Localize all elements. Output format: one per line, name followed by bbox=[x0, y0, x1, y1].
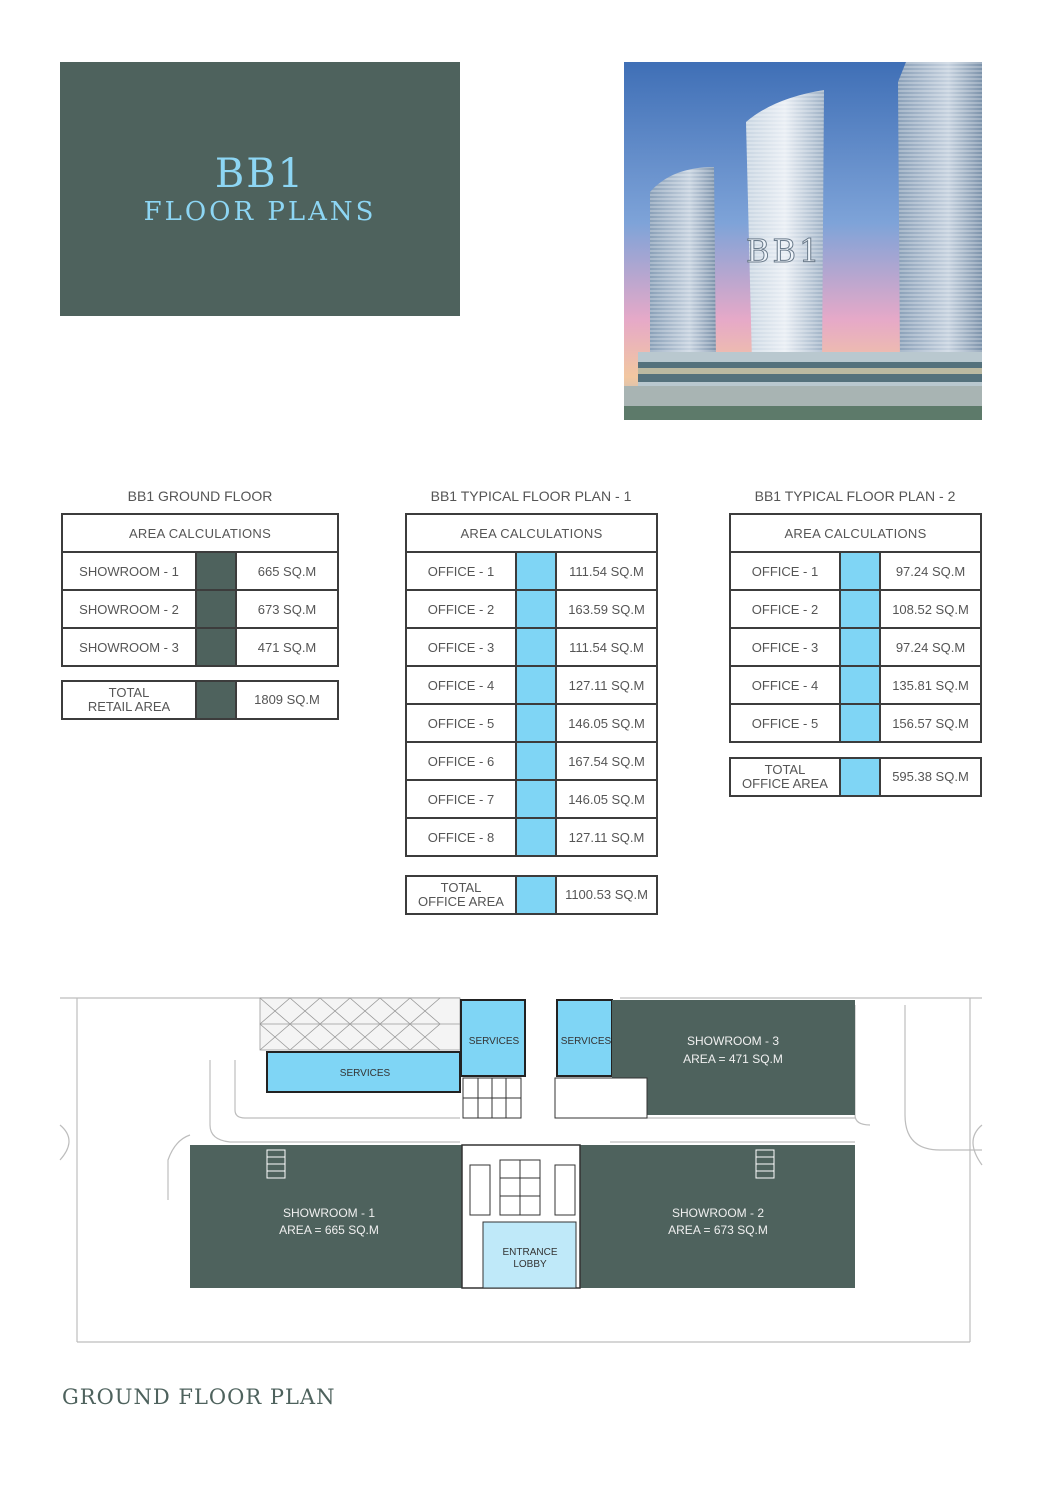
table-row bbox=[62, 628, 338, 666]
row-area: 471 SQ.M bbox=[236, 628, 338, 666]
total-label bbox=[730, 758, 840, 796]
table-row bbox=[406, 742, 657, 780]
row-label: SHOWROOM - 3 bbox=[62, 628, 196, 666]
color-swatch bbox=[196, 552, 236, 590]
table-row bbox=[62, 552, 338, 590]
table-row bbox=[406, 704, 657, 742]
color-swatch bbox=[840, 666, 880, 704]
table-row bbox=[730, 552, 981, 590]
row-area: 135.81 SQ.M bbox=[880, 666, 981, 704]
row-label: OFFICE - 5 bbox=[730, 704, 840, 742]
color-swatch bbox=[196, 681, 236, 719]
color-swatch bbox=[840, 552, 880, 590]
total-label-line-2: OFFICE AREA bbox=[418, 894, 504, 909]
row-area: 156.57 SQ.M bbox=[880, 704, 981, 742]
row-area: 97.24 SQ.M bbox=[880, 628, 981, 666]
row-label: OFFICE - 4 bbox=[406, 666, 516, 704]
row-area: 163.59 SQ.M bbox=[556, 590, 657, 628]
total-label bbox=[406, 876, 516, 914]
plan-label-showroom-2-area: AREA = 673 SQ.M bbox=[668, 1223, 768, 1237]
plan-label-services-3: SERVICES bbox=[560, 1036, 612, 1047]
total-label-line-1: TOTAL bbox=[108, 685, 150, 700]
total-label-line-2: OFFICE AREA bbox=[742, 776, 828, 791]
building-rendering bbox=[624, 62, 982, 420]
table-header: AREA CALCULATIONS bbox=[62, 514, 338, 552]
typical-2-total bbox=[729, 757, 982, 797]
row-label: OFFICE - 6 bbox=[406, 742, 516, 780]
color-swatch bbox=[196, 590, 236, 628]
table-row bbox=[730, 704, 981, 742]
ground-floor-table bbox=[61, 513, 339, 667]
title-bb1: BB1 bbox=[214, 151, 306, 197]
row-area: 108.52 SQ.M bbox=[880, 590, 981, 628]
total-area: 595.38 SQ.M bbox=[880, 758, 981, 796]
rendering-label: BB1 bbox=[746, 232, 823, 270]
color-swatch bbox=[516, 818, 556, 856]
row-area: 146.05 SQ.M bbox=[556, 704, 657, 742]
total-label-line-1: TOTAL bbox=[764, 762, 806, 777]
color-swatch bbox=[196, 628, 236, 666]
total-area: 1809 SQ.M bbox=[236, 681, 338, 719]
table-row bbox=[406, 818, 657, 856]
color-swatch bbox=[840, 704, 880, 742]
color-swatch bbox=[516, 552, 556, 590]
typical-1-total bbox=[405, 875, 658, 915]
row-area: 673 SQ.M bbox=[236, 590, 338, 628]
ground-floor-plan-title: GROUND FLOOR PLAN bbox=[62, 1385, 336, 1409]
color-swatch bbox=[516, 628, 556, 666]
row-area: 146.05 SQ.M bbox=[556, 780, 657, 818]
color-swatch bbox=[516, 666, 556, 704]
row-label: OFFICE - 4 bbox=[730, 666, 840, 704]
row-area: 167.54 SQ.M bbox=[556, 742, 657, 780]
table-row bbox=[730, 666, 981, 704]
ground-floor-total bbox=[61, 680, 339, 720]
color-swatch bbox=[516, 742, 556, 780]
row-area: 127.11 SQ.M bbox=[556, 666, 657, 704]
row-label: OFFICE - 5 bbox=[406, 704, 516, 742]
plan-label-services-2: SERVICES bbox=[468, 1036, 520, 1047]
row-label: OFFICE - 2 bbox=[406, 590, 516, 628]
color-swatch bbox=[516, 780, 556, 818]
table-row bbox=[730, 628, 981, 666]
plan-label-lobby: LOBBY bbox=[513, 1259, 547, 1270]
total-label-line-1: TOTAL bbox=[440, 880, 482, 895]
plan-label-showroom-1: SHOWROOM - 1 bbox=[283, 1206, 375, 1220]
color-swatch bbox=[840, 590, 880, 628]
row-label: SHOWROOM - 2 bbox=[62, 590, 196, 628]
plan-label-showroom-3: SHOWROOM - 3 bbox=[687, 1034, 779, 1048]
plan-label-showroom-3-area: AREA = 471 SQ.M bbox=[683, 1052, 783, 1066]
typical-2-title: BB1 TYPICAL FLOOR PLAN - 2 bbox=[754, 488, 956, 504]
row-area: 665 SQ.M bbox=[236, 552, 338, 590]
plan-label-services-1: SERVICES bbox=[339, 1068, 391, 1079]
plan-label-showroom-2: SHOWROOM - 2 bbox=[672, 1206, 764, 1220]
color-swatch bbox=[840, 758, 880, 796]
row-area: 97.24 SQ.M bbox=[880, 552, 981, 590]
row-label: SHOWROOM - 1 bbox=[62, 552, 196, 590]
row-area: 111.54 SQ.M bbox=[556, 552, 657, 590]
table-header: AREA CALCULATIONS bbox=[406, 514, 657, 552]
color-swatch bbox=[840, 628, 880, 666]
table-header: AREA CALCULATIONS bbox=[730, 514, 981, 552]
row-label: OFFICE - 2 bbox=[730, 590, 840, 628]
row-label: OFFICE - 3 bbox=[730, 628, 840, 666]
table-row bbox=[406, 628, 657, 666]
table-row bbox=[406, 590, 657, 628]
color-swatch bbox=[516, 704, 556, 742]
ground-floor-title: BB1 GROUND FLOOR bbox=[127, 488, 273, 504]
row-label: OFFICE - 8 bbox=[406, 818, 516, 856]
typical-2-table bbox=[729, 513, 982, 743]
total-label bbox=[62, 681, 196, 719]
row-area: 127.11 SQ.M bbox=[556, 818, 657, 856]
row-label: OFFICE - 1 bbox=[406, 552, 516, 590]
color-swatch bbox=[516, 590, 556, 628]
plan-label-entrance: ENTRANCE bbox=[502, 1247, 558, 1258]
table-row bbox=[730, 590, 981, 628]
row-label: OFFICE - 1 bbox=[730, 552, 840, 590]
color-swatch bbox=[516, 876, 556, 914]
row-area: 111.54 SQ.M bbox=[556, 628, 657, 666]
plan-label-showroom-1-area: AREA = 665 SQ.M bbox=[279, 1223, 379, 1237]
title-block bbox=[60, 62, 460, 316]
row-label: OFFICE - 7 bbox=[406, 780, 516, 818]
total-area: 1100.53 SQ.M bbox=[556, 876, 657, 914]
total-label-line-2: RETAIL AREA bbox=[87, 699, 171, 714]
table-row bbox=[406, 780, 657, 818]
typical-1-table bbox=[405, 513, 658, 857]
table-row bbox=[406, 552, 657, 590]
ground-floor-plan-drawing bbox=[0, 990, 1040, 1350]
row-label: OFFICE - 3 bbox=[406, 628, 516, 666]
table-row bbox=[62, 590, 338, 628]
title-floor-plans: FLOOR PLANS bbox=[143, 197, 377, 227]
typical-1-title: BB1 TYPICAL FLOOR PLAN - 1 bbox=[430, 488, 632, 504]
table-row bbox=[406, 666, 657, 704]
